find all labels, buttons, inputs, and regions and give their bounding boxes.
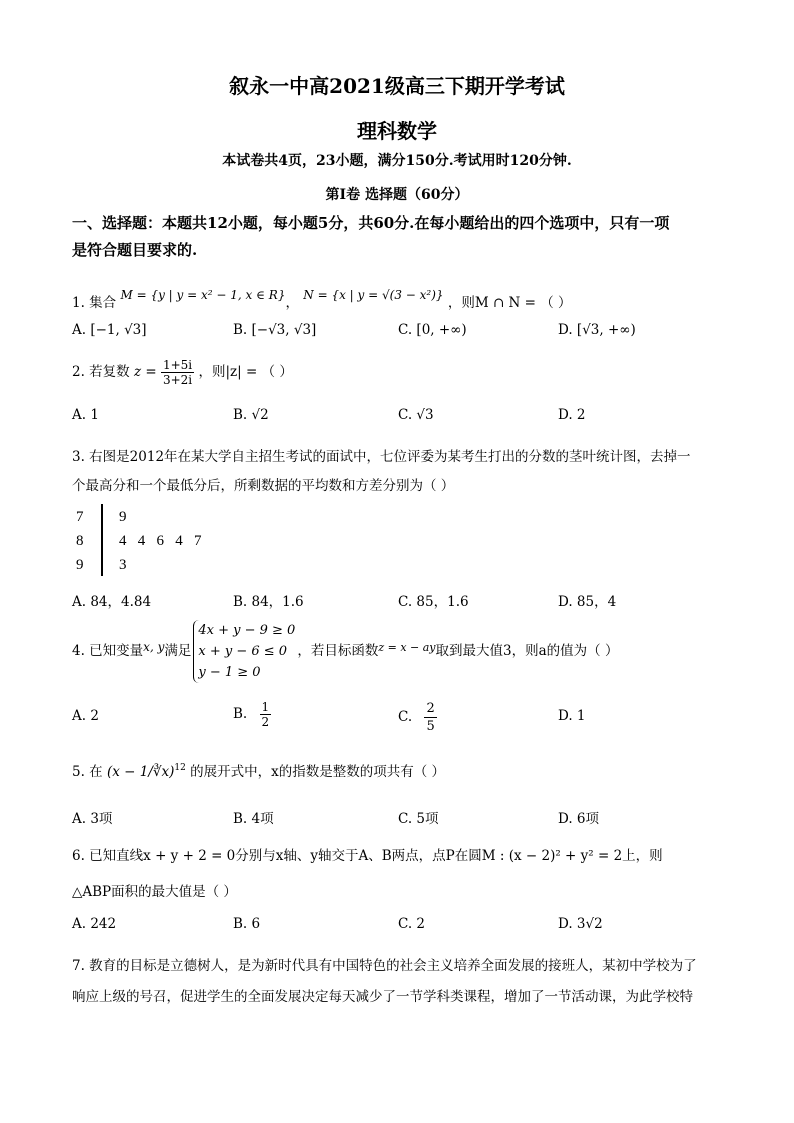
q4-option-d[interactable]: D. 1 bbox=[558, 708, 586, 724]
q4-mid2: ，若目标函数 bbox=[297, 643, 379, 659]
q4-pre: 4. 已知变量 bbox=[72, 643, 144, 659]
q4-option-c-numerator: 2 bbox=[426, 701, 435, 716]
q2-z: z = bbox=[133, 364, 157, 380]
q1-option-a[interactable]: A. [−1, √3] bbox=[72, 322, 147, 338]
stem-value: 9 bbox=[76, 557, 84, 573]
q5-expression: (x − 1/∛x) bbox=[106, 764, 175, 780]
question-7-line1: 7. 教育的目标是立德树人，是为新时代具有中国特色的社会主义培养全面发展的接班人，某初中学校为了 bbox=[72, 958, 697, 974]
q3-option-a[interactable]: A. 84，4.84 bbox=[72, 594, 152, 610]
q1-option-b[interactable]: B. [−√3, √3] bbox=[233, 322, 317, 338]
q4-option-b[interactable] bbox=[233, 700, 271, 729]
section-instruction-line2: 是符合题目要求的. bbox=[72, 241, 198, 259]
q4-option-c[interactable] bbox=[398, 700, 437, 735]
subject-title: 理科数学 bbox=[357, 119, 437, 143]
q4-vars: x, y bbox=[143, 640, 165, 654]
question-1: 1. 集合 M = {y | y = x² − 1, x ∈ R}， N = {x | y = √(3 − x²)} ，则M ∩ N = （ ） bbox=[72, 288, 572, 311]
q5-option-b[interactable]: B. 4项 bbox=[233, 811, 274, 827]
q6-option-b[interactable]: B. 6 bbox=[233, 916, 261, 932]
q1-post: ，则M ∩ N = （ ） bbox=[447, 295, 572, 311]
question-3-line2: 个最高分和一个最低分后，所剩数据的平均数和方差分别为（ ） bbox=[72, 478, 455, 494]
q1-pre: 1. 集合 bbox=[72, 295, 117, 311]
part-heading: 第Ⅰ卷 选择题（60分） bbox=[325, 187, 469, 203]
q5-pre: 5. 在 bbox=[72, 764, 103, 780]
q4-option-c-denominator: 5 bbox=[426, 719, 435, 734]
question-6-line2: △ABP面积的最大值是（ ） bbox=[72, 884, 237, 900]
q4-constraint-2: x + y − 6 ≤ 0 bbox=[198, 644, 288, 659]
q1-option-d[interactable]: D. [√3, +∞) bbox=[558, 322, 636, 338]
q2-pre: 2. 若复数 bbox=[72, 364, 130, 380]
leaf-values: 4 4 6 4 7 bbox=[119, 533, 202, 549]
stem-value: 7 bbox=[76, 509, 84, 525]
question-7-line2: 响应上级的号召，促进学生的全面发展决定每天减少了一节学科类课程，增加了一节活动课，为此学校特 bbox=[72, 989, 693, 1005]
stem-row bbox=[76, 505, 202, 529]
q2-fraction bbox=[161, 358, 194, 387]
question-5 bbox=[72, 760, 732, 780]
stem-row bbox=[76, 529, 202, 553]
q5-post: 的展开式中，x的指数是整数的项共有（ ） bbox=[190, 764, 446, 780]
q1-set-m: M = {y | y = x² − 1, x ∈ R} bbox=[120, 288, 286, 302]
q2-post: ，则|z| = （ ） bbox=[198, 364, 293, 380]
q1-set-n: N = {x | y = √(3 − x²)} bbox=[303, 288, 444, 302]
leaf-values: 9 bbox=[119, 509, 127, 525]
q4-objective: z = x − ay bbox=[378, 641, 436, 654]
exam-info: 本试卷共4页，23小题，满分150分.考试用时120分钟. bbox=[222, 153, 572, 169]
question-3-line1: 3. 右图是2012年在某大学自主招生考试的面试中，七位评委为某考生打出的分数的茎叶统计图，去掉一 bbox=[72, 449, 691, 465]
q4-option-b-fraction bbox=[260, 700, 272, 729]
q4-option-c-fraction bbox=[424, 700, 436, 735]
stem-leaf-plot bbox=[76, 505, 202, 577]
q3-option-c[interactable]: C. 85，1.6 bbox=[398, 594, 469, 610]
q2-numerator: 1+5i bbox=[162, 358, 193, 372]
q4-option-b-numerator: 1 bbox=[261, 700, 270, 714]
question-4 bbox=[72, 620, 732, 683]
q2-option-d[interactable]: D. 2 bbox=[558, 407, 586, 423]
section-instruction-line1: 一、选择题：本题共12小题，每小题5分，共60分.在每小题给出的四个选项中，只有一项 bbox=[72, 214, 670, 232]
q2-denominator: 3+2i bbox=[162, 373, 193, 387]
q4-constraint-system bbox=[193, 620, 295, 683]
q2-option-b[interactable]: B. √2 bbox=[233, 407, 269, 423]
q4-option-b-label: B. bbox=[233, 706, 248, 722]
q2-option-c[interactable]: C. √3 bbox=[398, 407, 434, 423]
leaf-values: 3 bbox=[119, 557, 127, 573]
q6-option-c[interactable]: C. 2 bbox=[398, 916, 426, 932]
q4-mid1: 满足 bbox=[164, 643, 192, 659]
q1-option-c[interactable]: C. [0, +∞) bbox=[398, 322, 467, 338]
q4-option-a[interactable]: A. 2 bbox=[72, 708, 99, 724]
stem-value: 8 bbox=[76, 533, 84, 549]
q4-option-c-label: C. bbox=[398, 709, 413, 725]
exam-title: 叙永一中高2021级高三下期开学考试 bbox=[229, 74, 565, 98]
stem-row bbox=[76, 553, 202, 577]
question-2 bbox=[72, 358, 732, 387]
q4-option-b-denominator: 2 bbox=[261, 715, 270, 729]
q5-option-d[interactable]: D. 6项 bbox=[558, 811, 600, 827]
q6-option-d[interactable]: D. 3√2 bbox=[558, 916, 603, 932]
q5-exponent: 12 bbox=[174, 763, 186, 773]
q4-post: 取到最大值3，则a的值为（ ） bbox=[435, 643, 619, 659]
q3-option-b[interactable]: B. 84，1.6 bbox=[233, 594, 304, 610]
q5-option-a[interactable]: A. 3项 bbox=[72, 811, 113, 827]
q6-option-a[interactable]: A. 242 bbox=[72, 916, 117, 932]
q4-constraint-3: y − 1 ≥ 0 bbox=[198, 665, 261, 680]
q5-option-c[interactable]: C. 5项 bbox=[398, 811, 439, 827]
question-6-line1: 6. 已知直线x + y + 2 = 0分别与x轴、y轴交于A、B两点，点P在圆M : (x − 2)² + y² = 2上，则 bbox=[72, 848, 663, 864]
q4-constraint-1: 4x + y − 9 ≥ 0 bbox=[198, 623, 296, 638]
q3-option-d[interactable]: D. 85，4 bbox=[558, 594, 617, 610]
q2-option-a[interactable]: A. 1 bbox=[72, 407, 99, 423]
